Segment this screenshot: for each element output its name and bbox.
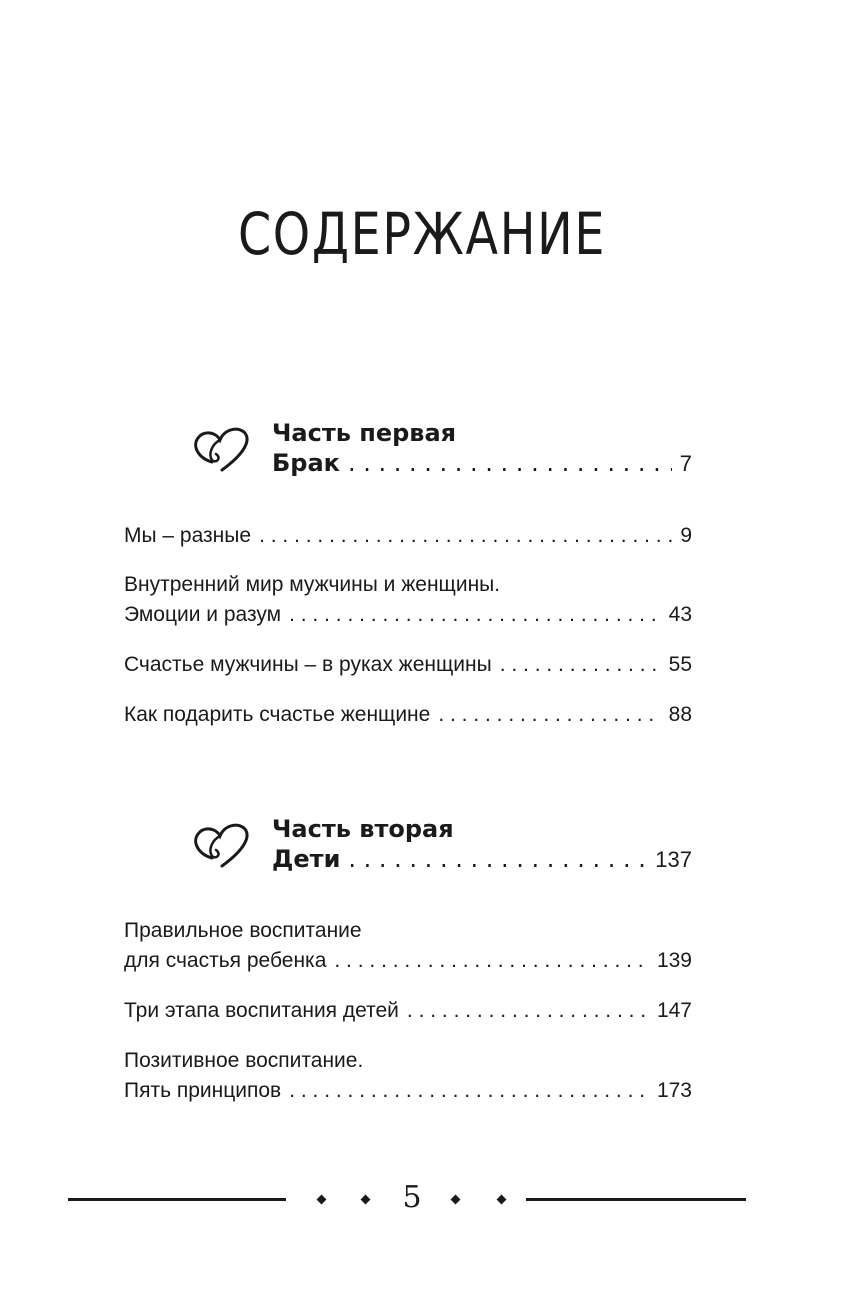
entry-title: Счастье мужчины – в руках женщины: [124, 653, 492, 676]
entry-title: Как подарить счастье женщине: [124, 703, 431, 726]
entry-title-line1: Правильное воспитание: [124, 919, 362, 942]
leader-dots: [438, 700, 660, 730]
page-number: 139: [656, 949, 692, 972]
toc-entry[interactable]: [124, 650, 692, 680]
toc-entry[interactable]: [124, 700, 692, 730]
leader-dots: [334, 946, 649, 976]
diamond-icon: [361, 1195, 371, 1205]
toc-entry[interactable]: [124, 996, 692, 1026]
page-number: 173: [656, 1079, 692, 1102]
part-name: Брак: [272, 449, 340, 477]
toc-entry[interactable]: [124, 521, 692, 551]
page-number: 55: [668, 653, 692, 676]
diamond-icon: [497, 1195, 507, 1205]
page-number: 88: [668, 703, 692, 726]
part-name: Дети: [272, 845, 341, 873]
leader-dots: [289, 600, 661, 630]
footer-rule-right: [526, 1198, 746, 1201]
heart-icon: [190, 818, 252, 870]
toc-entry[interactable]: [124, 570, 692, 630]
leader-dots: [407, 996, 649, 1026]
page-number: 147: [656, 999, 692, 1022]
page-footer: [0, 1178, 844, 1222]
page-number: 43: [668, 603, 692, 626]
part-line: [272, 842, 692, 877]
page-title: СОДЕРЖАНИЕ: [237, 200, 607, 268]
toc-entry[interactable]: [124, 916, 692, 976]
part-label: Часть первая: [272, 419, 457, 447]
entry-title: Эмоции и разум: [124, 603, 282, 626]
diamond-icon: [317, 1195, 327, 1205]
diamond-icon: [451, 1195, 461, 1205]
part-label: Часть вторая: [272, 815, 454, 843]
leader-dots: [348, 842, 647, 876]
entry-title-line1: Позитивное воспитание.: [124, 1049, 364, 1072]
leader-dots: [348, 446, 672, 480]
entry-title: Три этапа воспитания детей: [124, 999, 399, 1022]
footer-rule-left: [68, 1198, 286, 1201]
page-number: 7: [679, 451, 692, 476]
page-number: 9: [680, 524, 692, 547]
footer-page-number: 5: [402, 1180, 422, 1215]
leader-dots: [500, 650, 661, 680]
entry-title: Пять принципов: [124, 1079, 282, 1102]
leader-dots: [289, 1076, 649, 1106]
toc-entry[interactable]: [124, 1046, 692, 1106]
entry-title: Мы – разные: [124, 524, 252, 547]
heart-icon: [190, 422, 252, 474]
entry-title-line1: Внутренний мир мужчины и женщины.: [124, 573, 501, 596]
leader-dots: [259, 521, 672, 551]
part-line: [272, 446, 692, 481]
page-number: 137: [655, 847, 692, 872]
entry-title: для счастья ребенка: [124, 949, 327, 972]
